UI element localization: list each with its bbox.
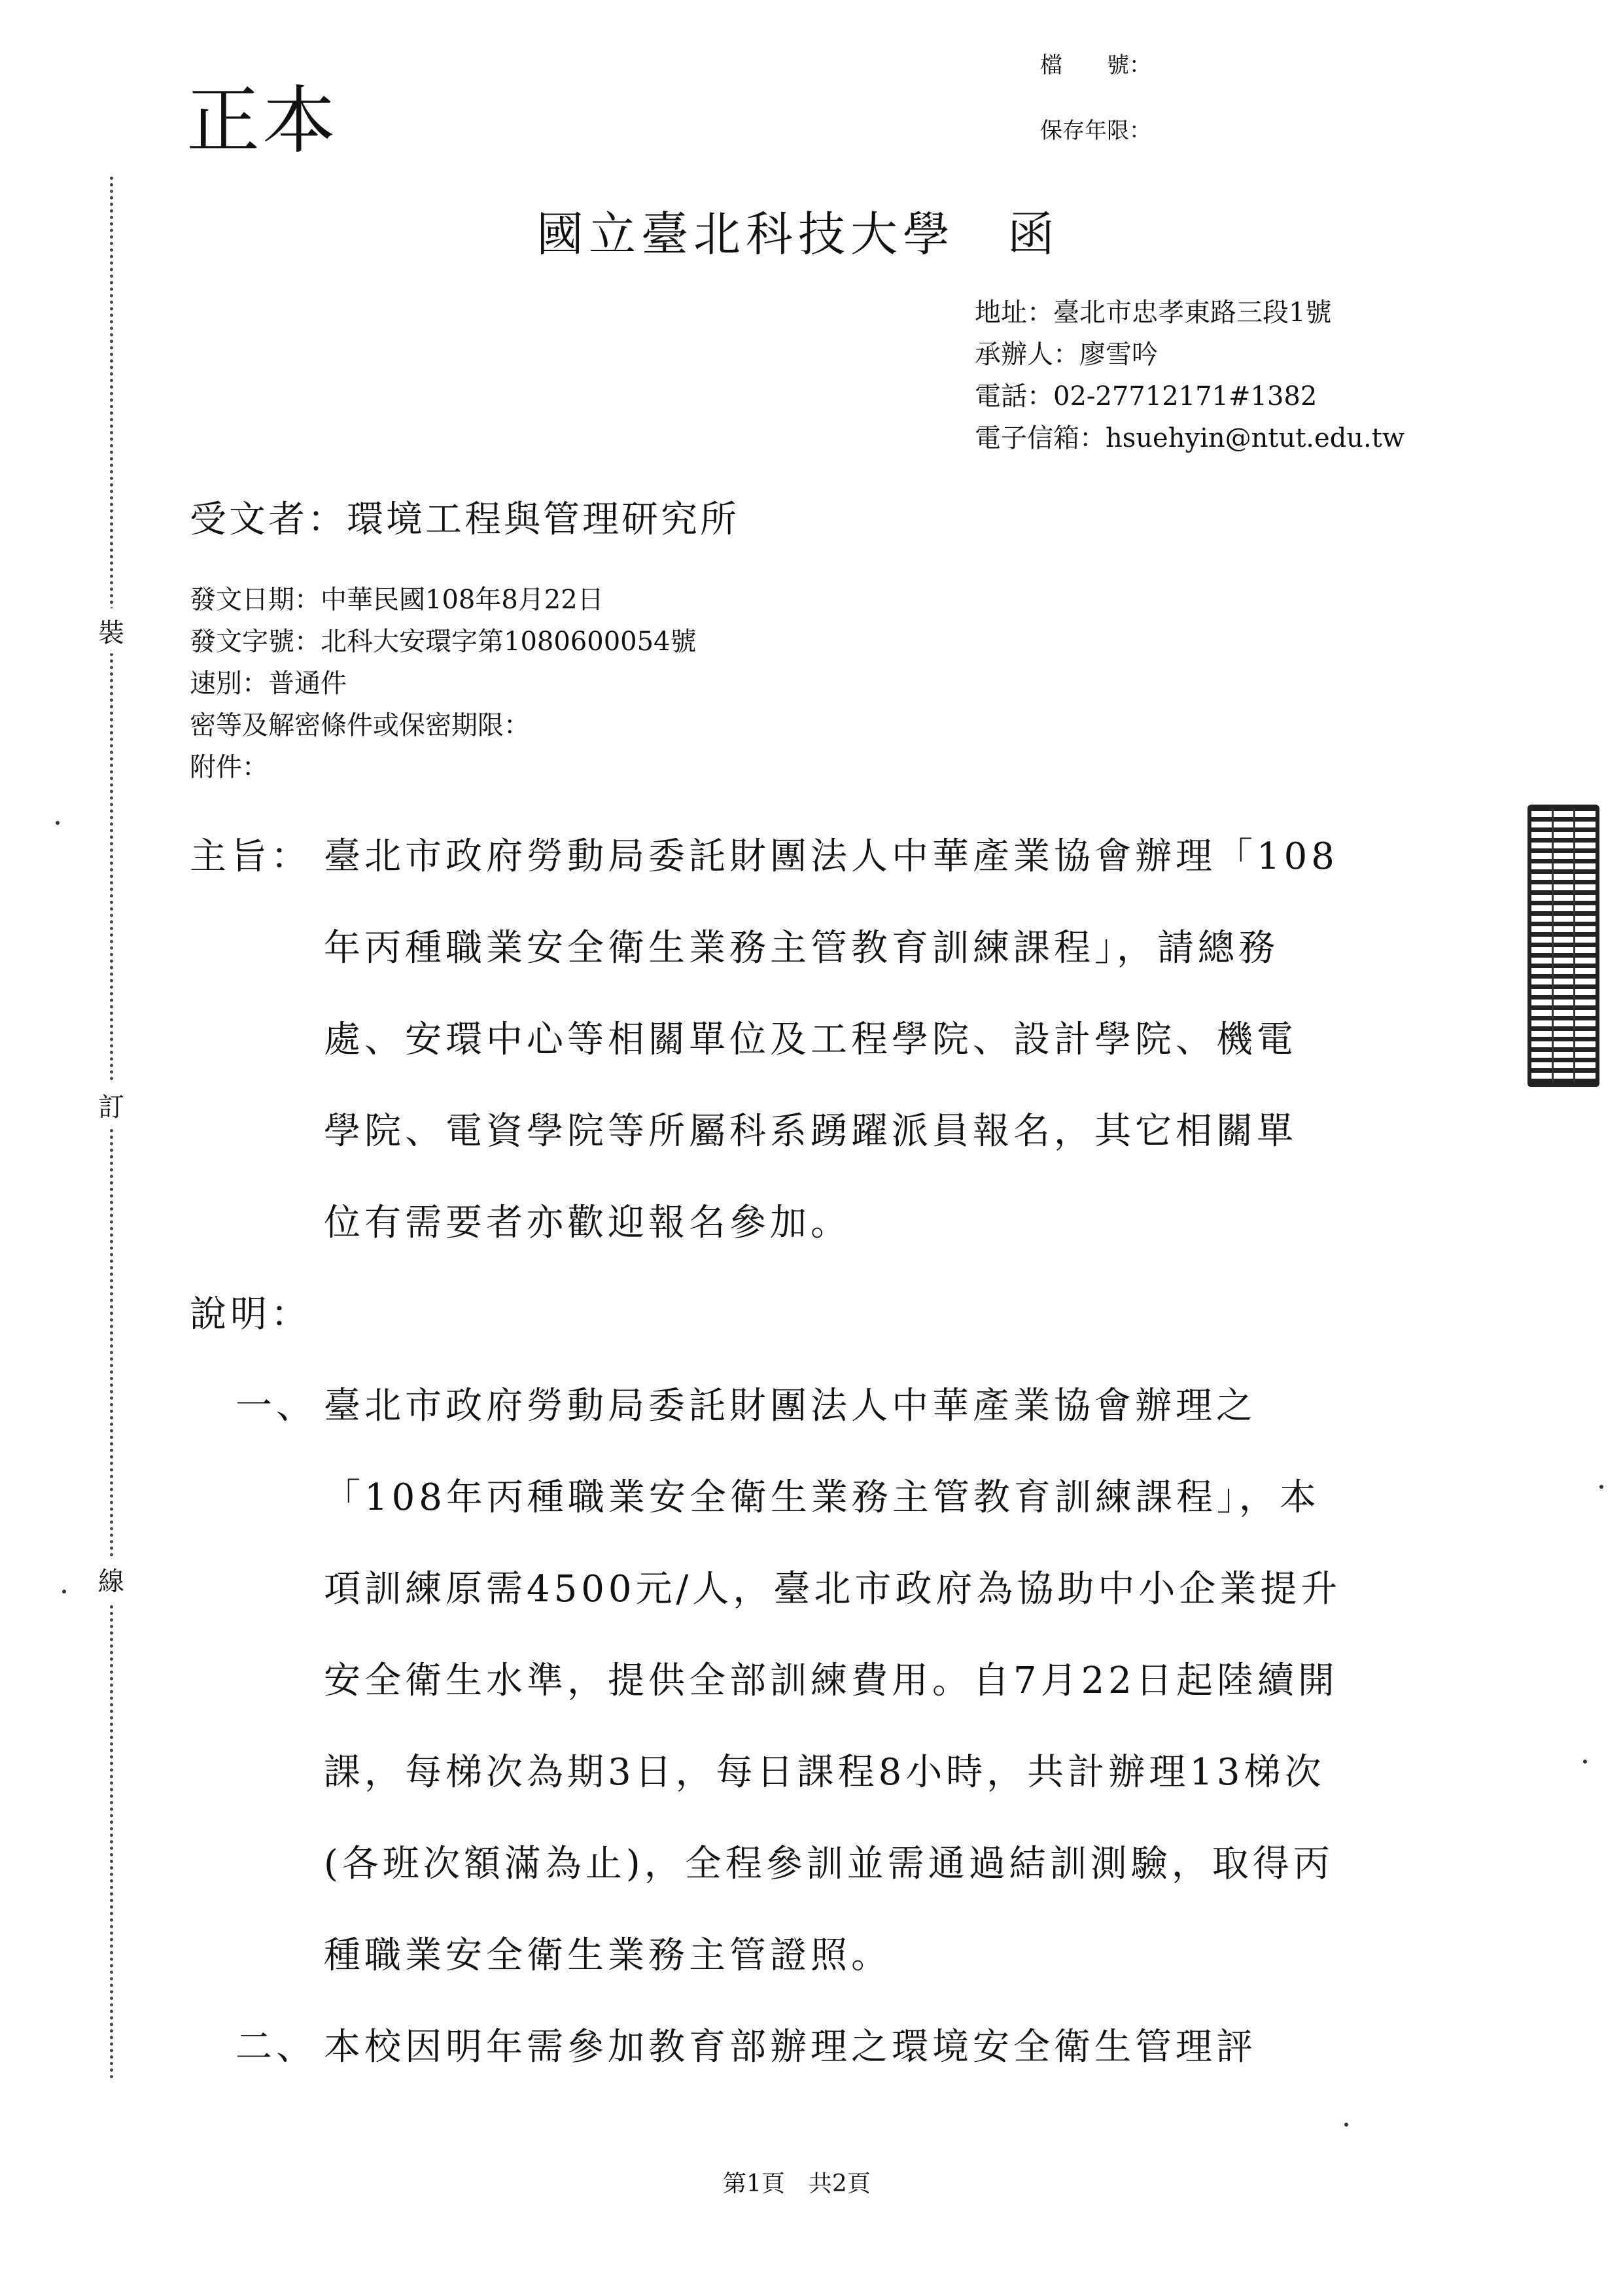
contact-email: 電子信箱：hsuehyin@ntut.edu.tw	[975, 423, 1405, 453]
item-1-line: 項訓練原需4500元/人，臺北市政府為協助中小企業提升	[324, 1568, 1342, 1610]
secrecy-level: 密等及解密條件或保密期限：	[190, 710, 530, 740]
item-1-marker: 一、	[236, 1385, 317, 1427]
item-1-line: 種職業安全衛生業務主管證照。	[324, 1934, 892, 1977]
retention-period-label: 保存年限：	[1040, 118, 1151, 144]
contact-phone: 電話：02-27712171#1382	[975, 381, 1318, 411]
document-title: 國立臺北科技大學 函	[536, 207, 1060, 262]
scan-speck	[1344, 2123, 1348, 2127]
binding-mark: 訂	[98, 1083, 124, 1128]
item-1-line: 臺北市政府勞動局委託財團法人中華產業協會辦理之	[324, 1385, 1257, 1427]
contact-address: 地址：臺北市忠孝東路三段1號	[975, 298, 1332, 328]
item-2-line: 本校因明年需參加教育部辦理之環境安全衛生管理評	[324, 2026, 1257, 2068]
issue-date: 發文日期：中華民國108年8月22日	[190, 585, 604, 615]
document-number: 發文字號：北科大安環字第1080600054號	[190, 627, 697, 657]
binding-mark: 線	[98, 1557, 124, 1602]
recipient-line: 受文者：環境工程與管理研究所	[190, 498, 739, 541]
subject-line: 學院、電資學院等所屬科系踴躍派員報名，其它相關單	[324, 1110, 1297, 1153]
scan-speck	[1583, 1760, 1587, 1764]
binding-mark: 裝	[98, 608, 124, 653]
item-1-line: 課，每梯次為期3日，每日課程8小時，共計辦理13梯次	[324, 1751, 1325, 1794]
subject-line: 年丙種職業安全衛生業務主管教育訓練課程」，請總務	[324, 927, 1279, 969]
attachment-label: 附件：	[190, 752, 268, 782]
delivery-speed: 速別：普通件	[190, 669, 347, 699]
side-seal-stamp	[1527, 805, 1599, 1087]
subject-label: 主旨：	[190, 835, 311, 878]
item-2-marker: 二、	[236, 2026, 317, 2068]
binding-dotted-line	[110, 177, 113, 2080]
explanation-label: 說明：	[190, 1293, 311, 1336]
item-1-line: 「108年丙種職業安全衛生業務主管教育訓練課程」，本	[324, 1476, 1320, 1519]
item-1-line: 安全衛生水準，提供全部訓練費用。自7月22日起陸續開	[324, 1660, 1338, 1702]
file-number-label: 檔 號：	[1040, 52, 1151, 78]
contact-handler: 承辦人：廖雪吟	[975, 339, 1158, 370]
original-copy-stamp: 正本	[186, 78, 338, 164]
item-1-line: (各班次額滿為止)，全程參訓並需通過結訓測驗，取得丙	[324, 1843, 1334, 1885]
scan-speck	[1599, 1485, 1603, 1489]
subject-line: 位有需要者亦歡迎報名參加。	[324, 1202, 851, 1244]
scan-speck	[56, 821, 60, 825]
scan-speck	[62, 1590, 66, 1593]
subject-line: 臺北市政府勞動局委託財團法人中華產業協會辦理「108	[324, 835, 1338, 878]
subject-line: 處、安環中心等相關單位及工程學院、設計學院、機電	[324, 1018, 1297, 1061]
page-number: 第1頁 共2頁	[723, 2170, 871, 2197]
